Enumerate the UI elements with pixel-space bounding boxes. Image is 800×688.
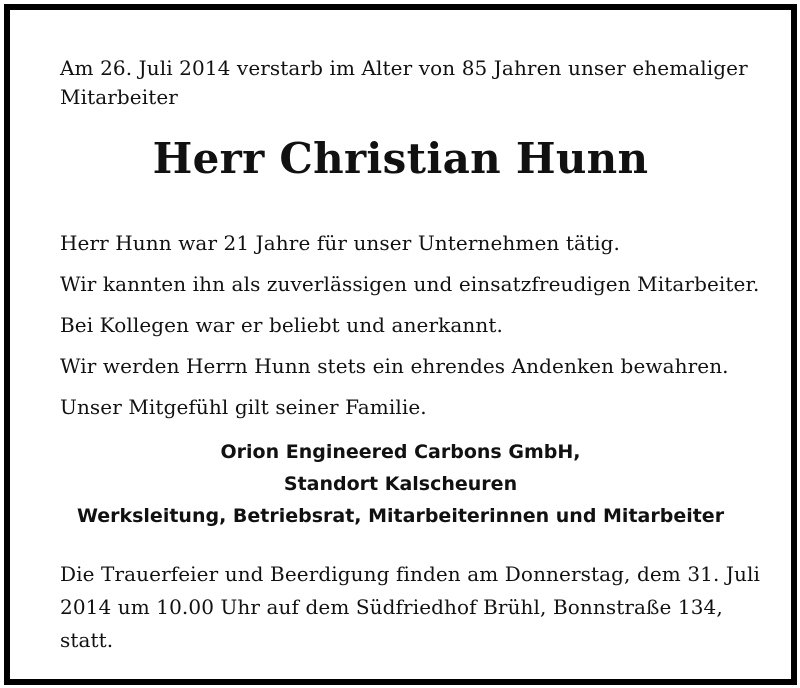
signature-block — [10, 436, 791, 532]
tribute-text — [60, 229, 780, 434]
tribute-line: Wir kannten ihn als zuverlässigen und einsatzfreudigen Mitarbeiter. — [60, 272, 760, 296]
obituary-notice — [4, 4, 797, 685]
intro-text: Am 26. Juli 2014 verstarb im Alter von 85 Jahren unser ehemaliger Mitarbeiter — [60, 56, 748, 109]
tribute-line: Bei Kollegen war er beliebt und anerkannt. — [60, 313, 503, 337]
tribute-line: Wir werden Herrn Hunn stets ein ehrendes Andenken bewahren. — [60, 354, 729, 378]
tribute-line: Unser Mitgefühl gilt seiner Familie. — [60, 395, 427, 419]
tribute-line: Herr Hunn war 21 Jahre für unser Unternehmen tätig. — [60, 231, 620, 255]
company-site: Standort Kalscheuren — [283, 473, 518, 495]
signatories: Werksleitung, Betriebsrat, Mitarbeiterinnen und Mitarbeiter — [76, 505, 725, 527]
funeral-details: Die Trauerfeier und Beerdigung finden am Donnerstag, dem 31. Juli 2014 um 10.00 Uhr auf dem Südfriedhof Brühl, Bonnstraße 134, statt. — [60, 562, 760, 652]
company-name: Orion Engineered Carbons GmbH, — [220, 441, 581, 463]
deceased-name: Herr Christian Hunn — [152, 134, 649, 183]
